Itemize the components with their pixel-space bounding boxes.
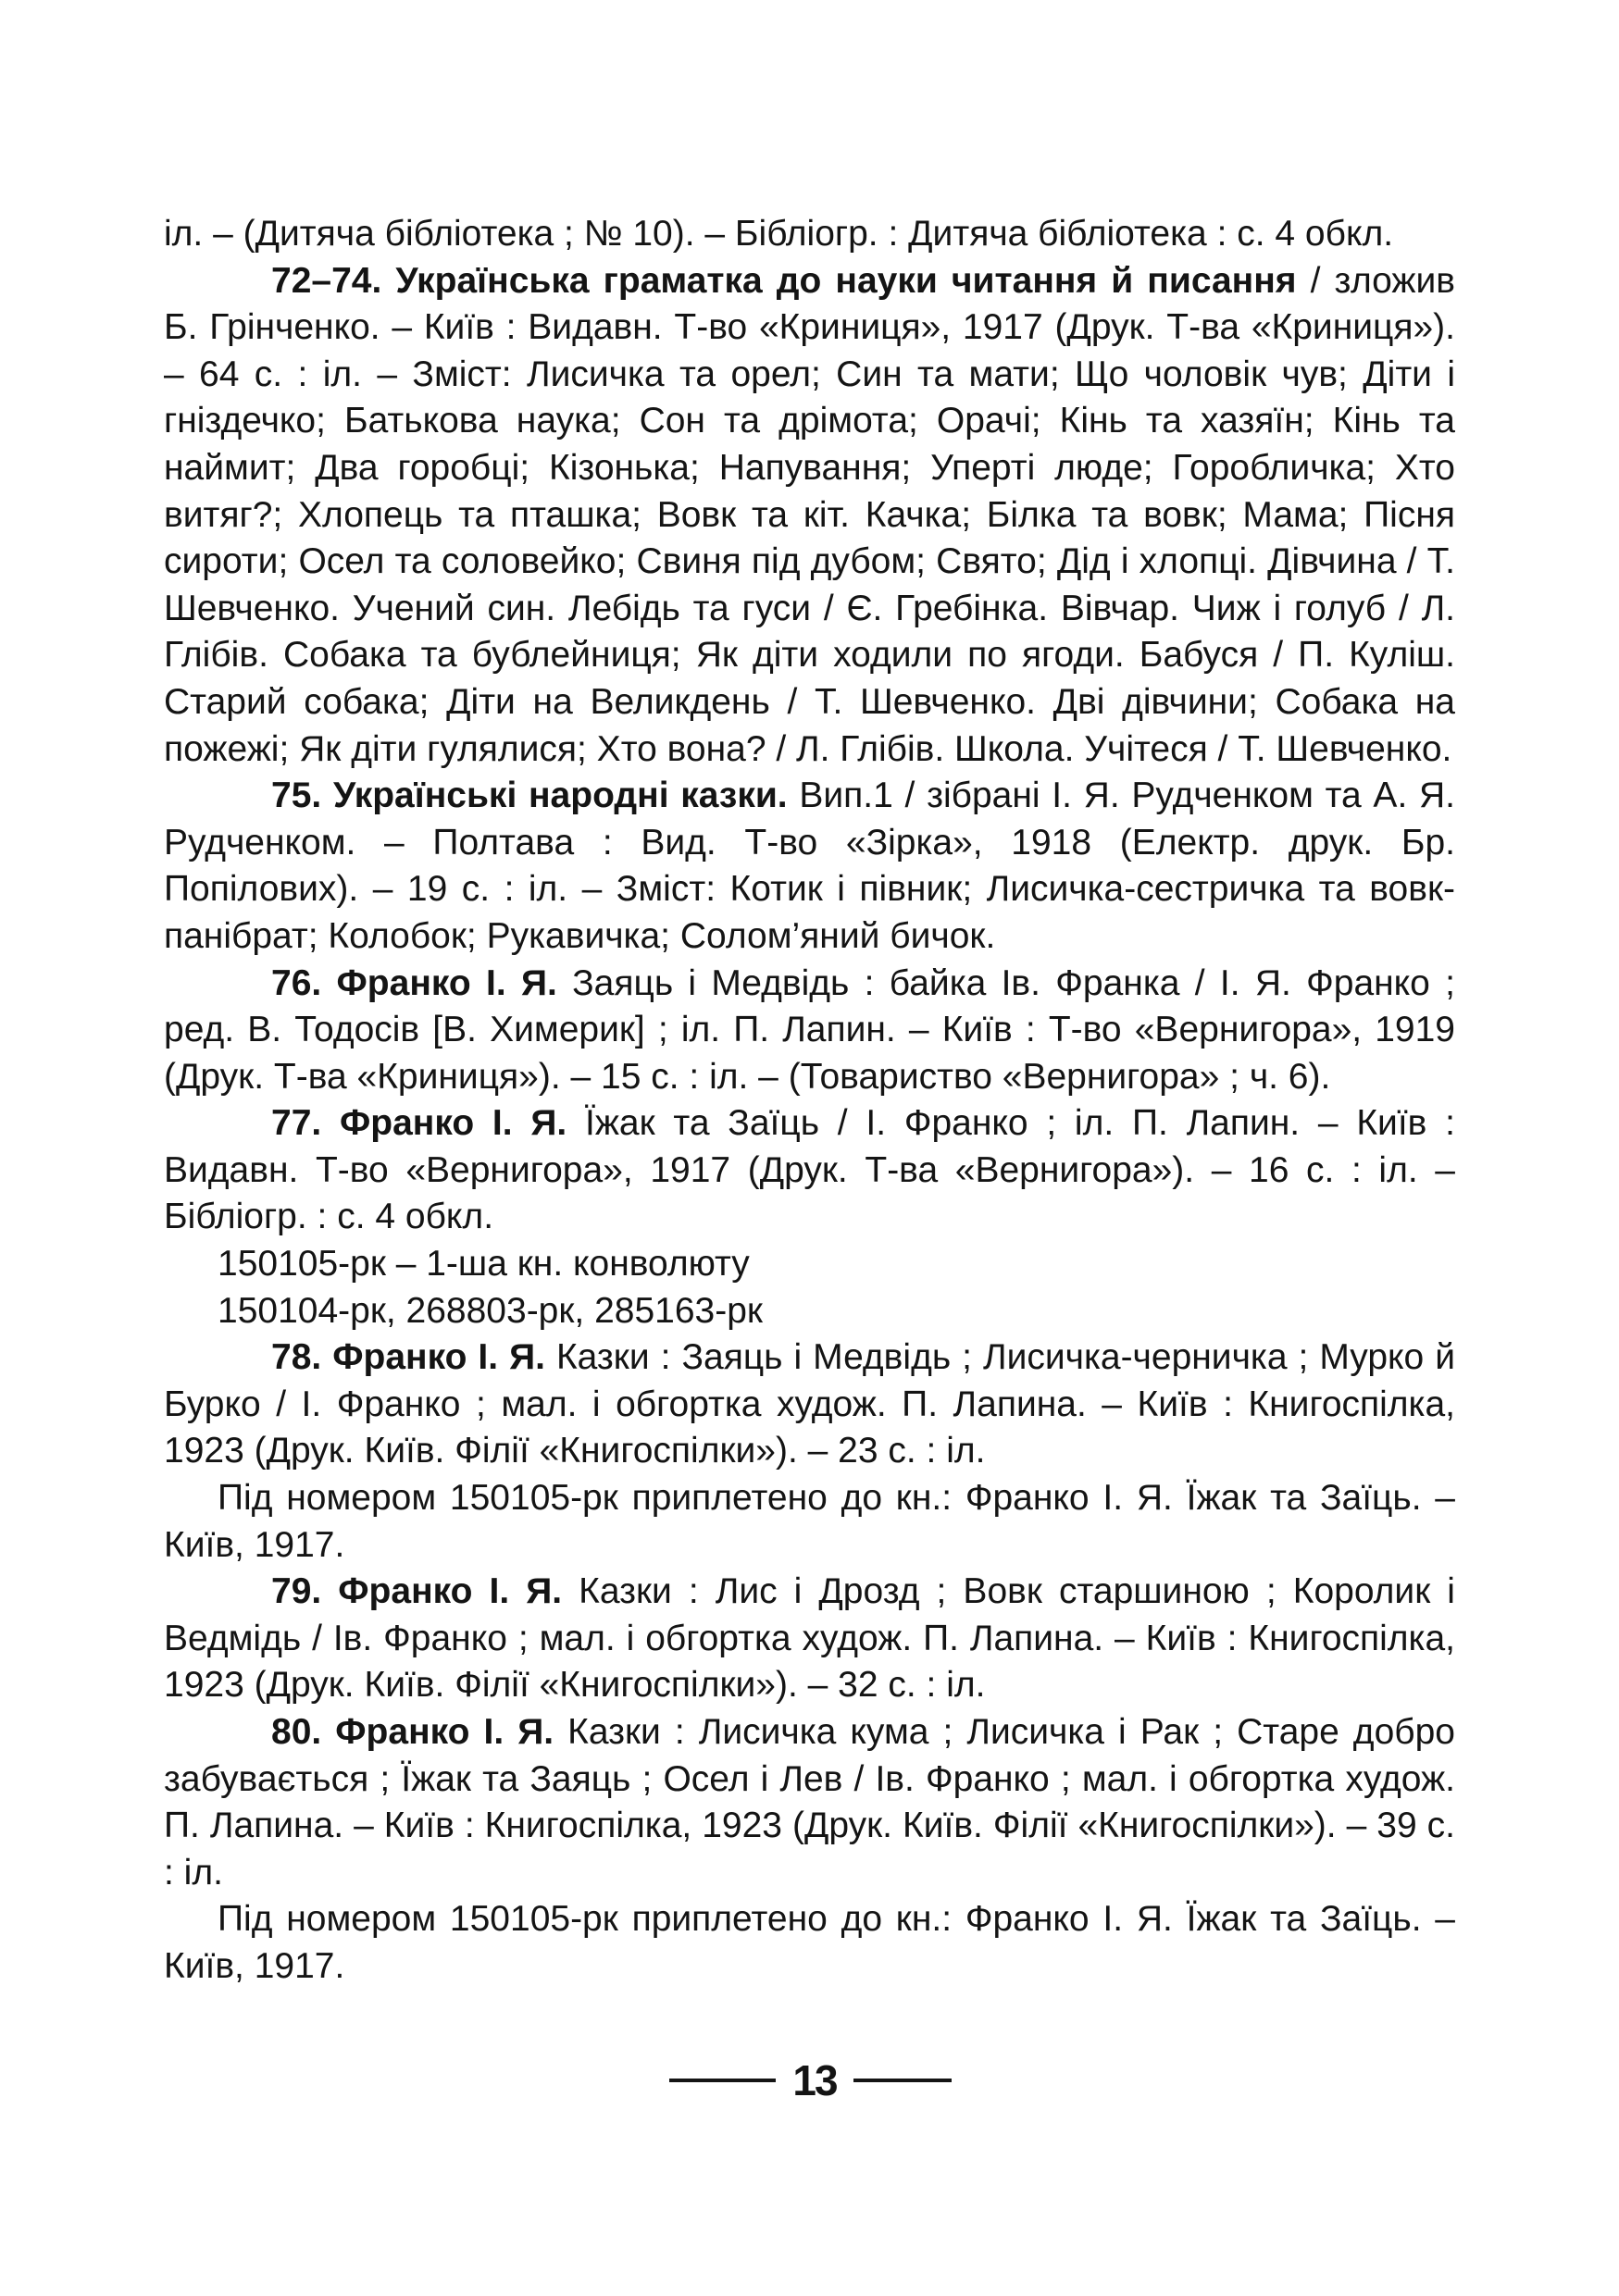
entry-number: 76. [271, 962, 322, 1003]
entry-description: Заяць і Медвідь : байка Ів. Франка / І. Я. Франко ; ред. В. Тодосів [В. Химерик] ; іл. П. Лапин. – Київ : Т-во «Вернигора», 1919 (Друк. Т-ва «Криниця»). – 15 с. : іл. – (Товариство «Вернигора» ; ч. 6). [164, 962, 1455, 1097]
entry-description: Вип.1 / зібрані І. Я. Рудченком та А. Я. Рудченком. – Полтава : Вид. Т-во «Зірка», 1918 (Електр. друк. Бр. Попілових). – 19 с. : іл. – Зміст: Котик і півник; Лисичка-сестричка та вовк-панібрат; Колобок; Рукавичка; Солом’яний бичок. [164, 776, 1455, 956]
entry-number: 80. [271, 1712, 322, 1752]
entry-number: 79. [271, 1571, 322, 1612]
binding-note: Під номером 150105-рк приплетено до кн.: Франко І. Я. Їжак та Заїць. – Київ, 1917. [164, 1899, 1455, 1986]
entry-description: Казки : Лисичка кума ; Лисичка і Рак ; Старе добро забувається ; Їжак та Заяць ; Осел і Лев / Ів. Франко ; мал. і обгортка худож. П. Лапина. – Київ : Книгоспілка, 1923 (Друк. Київ. Філії «Книгоспілки»). – 39 с. : іл. [164, 1712, 1455, 1893]
footer-rule-left [669, 2079, 776, 2082]
entry-78 [164, 1334, 1455, 1475]
entry-72-74 [164, 258, 1455, 774]
entry-description: Казки : Лис і Дрозд ; Вовк старшиною ; Королик і Ведмідь / Ів. Франко ; мал. і обгортка худож. П. Лапина. – Київ : Книгоспілка, 1923 (Друк. Київ. Філії «Книгоспілки»). – 32 с. : іл. [164, 1571, 1455, 1706]
entry-80 [164, 1709, 1455, 1896]
entry-description: Їжак та Заїць / І. Франко ; іл. П. Лапин. – Київ : Видавн. Т-во «Вернигора», 1917 (Друк. Т-ва «Вернигора»). – 16 с. : іл. – Бібліогр. : с. 4 обкл. [164, 1103, 1455, 1237]
entry-author: Франко І. Я. [338, 1571, 563, 1612]
entry-author: Франко І. Я. [336, 962, 557, 1003]
entry-description: / зложив Б. Грінченко. – Київ : Видавн. Т-во «Криниця», 1917 (Друк. Т-ва «Криниця»). – 64 с. : іл. – Зміст: Лисичка та орел; Син та мати; Що чоловік чув; Діти і гніздечко; Батькова наука; Сон та дрімота; Орачі; Кінь та хазяїн; Кінь та наймит; Два горобці; Кізонька; Напування; Уперті люде; Горобличка; Хто витяг?; Хлопець та пташка; Вовк та кіт. Качка; Білка та вовк; Мама; Пісня сироти; Осел та соловейко; Свиня під дубом; Свято; Дід і хлопці. Дівчина / Т. Шевченко. Учений син. Лебідь та гуси / Є. Гребінка. Вівчар. Чиж і голуб / Л. Глібів. Собака та бублейниця; Як діти ходили по ягоди. Бабуся / П. Куліш. Старий собака; Діти на Великдень / Т. Шевченко. Дві дівчини; Собака на пожежі; Як діти гулялися; Хто вона? / Л. Глібів. Школа. Учітеся / Т. Шевченко. [164, 260, 1455, 769]
holding-note: 150105-рк – 1-ша кн. конволюту [218, 1244, 750, 1285]
entry-author: Франко І. Я. [332, 1337, 545, 1378]
footer-rule-right [853, 2079, 952, 2082]
entry-75 [164, 773, 1455, 960]
entry-79 [164, 1569, 1455, 1709]
entry-number: 75. [271, 776, 322, 816]
holding-note: 150104-рк, 268803-рк, 285163-рк [218, 1290, 763, 1331]
entry-77 [164, 1100, 1455, 1241]
page-body [164, 211, 1455, 1991]
page-number: 13 [792, 2056, 837, 2104]
entry-title: Українські народні казки. [332, 776, 788, 816]
entry-76 [164, 961, 1455, 1101]
entry-number: 77. [271, 1103, 322, 1144]
page-footer [0, 2053, 1619, 2108]
binding-note: Під номером 150105-рк приплетено до кн.: Франко І. Я. Їжак та Заїць. – Київ, 1917. [164, 1478, 1455, 1565]
entry-author: Франко І. Я. [335, 1712, 554, 1752]
entry-number: 78. [271, 1337, 322, 1378]
entry-title: Українська граматка до науки читання й писання [395, 260, 1297, 301]
entry-continuation: іл. – (Дитяча бібліотека ; № 10). – Бібліогр. : Дитяча бібліотека : с. 4 обкл. [164, 214, 1394, 254]
entry-author: Франко І. Я. [339, 1103, 567, 1144]
entry-description: Казки : Заяць і Медвідь ; Лисичка-черничка ; Мурко й Бурко / І. Франко ; мал. і обгортка худож. П. Лапина. – Київ : Книгоспілка, 1923 (Друк. Київ. Філії «Книгоспілки»). – 23 с. : іл. [164, 1337, 1455, 1471]
entry-number: 72–74. [271, 260, 382, 301]
